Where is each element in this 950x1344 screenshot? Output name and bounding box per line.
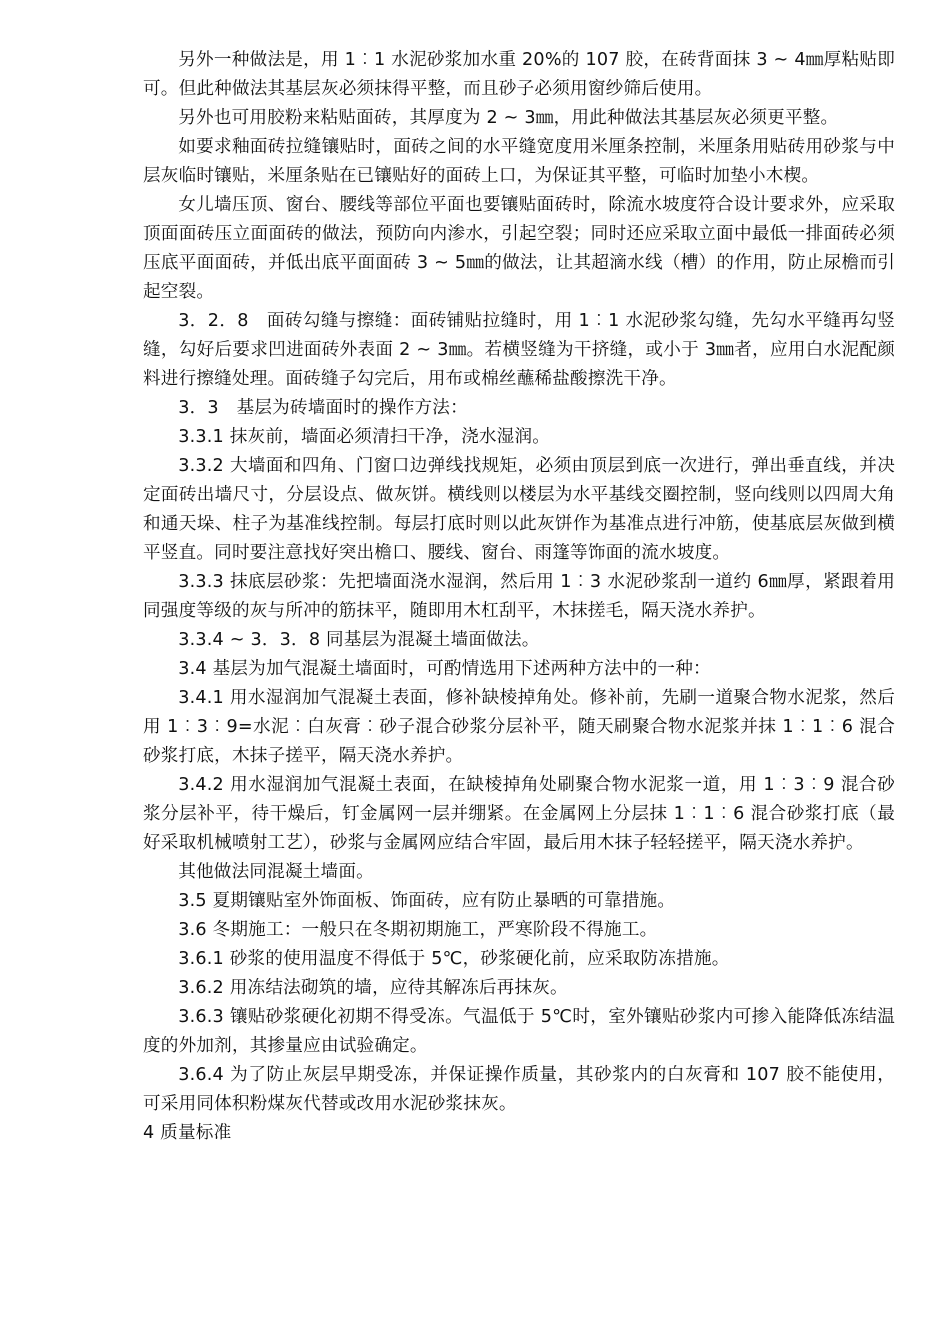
paragraph-3-3-4-to-3-3-8: 3.3.4 ~ 3．3．8 同基层为混凝土墙面做法。 bbox=[178, 630, 540, 650]
paragraph-3-3-2: 3.3.2 大墙面和四角、门窗口边弹线找规矩，必须由顶层到底一次进行，弹出垂直线，并决定面砖出墙尺寸，分层设点、做灰饼。横线则以楼层为水平基线交圈控制，竖向线则以四周大角和通天垛、柱子为基准线控制。每层打底时则以此灰饼作为基准点进行冲筋，使基底层灰做到横平竖直。同时要注意找好突出檐口、腰线、窗台、雨篷等饰面的流水坡度。 bbox=[143, 456, 895, 563]
paragraph-107-glue-method: 另外一种做法是，用 1︰1 水泥砂浆加水重 20%的 107 胶，在砖背面抹 3 ~ 4㎜厚粘贴即可。但此种做法其基层灰必须抹得平整，而且砂子必须用窗纱筛后使用。 bbox=[143, 50, 895, 99]
paragraph-3-6-4: 3.6.4 为了防止灰层早期受冻，并保证操作质量，其砂浆内的白灰膏和 107 胶不能使用，可采用同体积粉煤灰代替或改用水泥砂浆抹灰。 bbox=[143, 1065, 895, 1114]
paragraph-3-2-8: 3．2．8 面砖勾缝与擦缝：面砖铺贴拉缝时，用 1︰1 水泥砂浆勾缝，先勾水平缝再勾竖缝，勾好后要求凹进面砖外表面 2 ~ 3㎜。若横竖缝为干挤缝，或小于 3㎜者，应用白水泥配颜料进行擦缝处理。面砖缝子勾完后，用布或棉丝蘸稀盐酸擦洗干净。 bbox=[143, 311, 895, 389]
document-body bbox=[143, 46, 895, 1148]
paragraph-3-4-2: 3.4.2 用水湿润加气混凝土表面，在缺棱掉角处刷聚合物水泥浆一道，用 1︰3︰9 混合砂浆分层补平，待干燥后，钉金属网一层并绷紧。在金属网上分层抹 1︰1︰6 混合砂浆打底（最好采取机械喷射工艺），砂浆与金属网应结合牢固，最后用木抹子轻轻搓平，隔天浇水养护。 bbox=[143, 775, 895, 853]
paragraph-3-6-3: 3.6.3 镶贴砂浆硬化初期不得受冻。气温低于 5℃时，室外镶贴砂浆内可掺入能降低冻结温度的外加剂，其掺量应由试验确定。 bbox=[143, 1007, 895, 1056]
paragraph-parapet-tiling: 女儿墙压顶、窗台、腰线等部位平面也要镶贴面砖时，除流水坡度符合设计要求外，应采取顶面面砖压立面面砖的做法，预防向内渗水，引起空裂；同时还应采取立面中最低一排面砖必须压底平面面砖，并低出底平面面砖 3 ~ 5㎜的做法，让其超滴水线（槽）的作用，防止尿檐而引起空裂。 bbox=[143, 195, 895, 302]
paragraph-joint-spacing: 如要求釉面砖拉缝镶贴时，面砖之间的水平缝宽度用米厘条控制，米厘条用贴砖用砂浆与中层灰临时镶贴，米厘条贴在已镶贴好的面砖上口，为保证其平整，可临时加垫小木楔。 bbox=[143, 137, 895, 186]
paragraph-3-4: 3.4 基层为加气混凝土墙面时，可酌情选用下述两种方法中的一种： bbox=[178, 659, 711, 679]
paragraph-3-4-1: 3.4.1 用水湿润加气混凝土表面，修补缺棱掉角处。修补前，先刷一道聚合物水泥浆，然后用 1︰3︰9=水泥︰白灰膏︰砂子混合砂浆分层补平，随天刷聚合物水泥浆并抹 1︰1︰6 混合砂浆打底，木抹子搓平，隔天浇水养护。 bbox=[143, 688, 895, 766]
paragraph-3-6-1: 3.6.1 砂浆的使用温度不得低于 5℃，砂浆硬化前，应采取防冻措施。 bbox=[178, 949, 730, 969]
paragraph-glue-powder: 另外也可用胶粉来粘贴面砖，其厚度为 2 ~ 3㎜，用此种做法其基层灰必须更平整。 bbox=[178, 108, 839, 128]
paragraph-3-5: 3.5 夏期镶贴室外饰面板、饰面砖，应有防止暴晒的可靠措施。 bbox=[178, 891, 676, 911]
paragraph-3-6: 3.6 冬期施工：一般只在冬期初期施工，严寒阶段不得施工。 bbox=[178, 920, 658, 940]
paragraph-3-6-2: 3.6.2 用冻结法砌筑的墙，应待其解冻后再抹灰。 bbox=[178, 978, 568, 998]
section-heading-quality-standards: 4 质量标准 bbox=[143, 1123, 232, 1143]
paragraph-3-3-3: 3.3.3 抹底层砂浆：先把墙面浇水湿润，然后用 1︰3 水泥砂浆刮一道约 6㎜厚，紧跟着用同强度等级的灰与所冲的筋抹平，随即用木杠刮平，木抹搓毛，隔天浇水养护。 bbox=[143, 572, 895, 621]
paragraph-3-3: 3．3 基层为砖墙面时的操作方法： bbox=[178, 398, 468, 418]
paragraph-3-3-1: 3.3.1 抹灰前，墙面必须清扫干净，浇水湿润。 bbox=[178, 427, 551, 447]
paragraph-other-methods: 其他做法同混凝土墙面。 bbox=[178, 862, 374, 882]
